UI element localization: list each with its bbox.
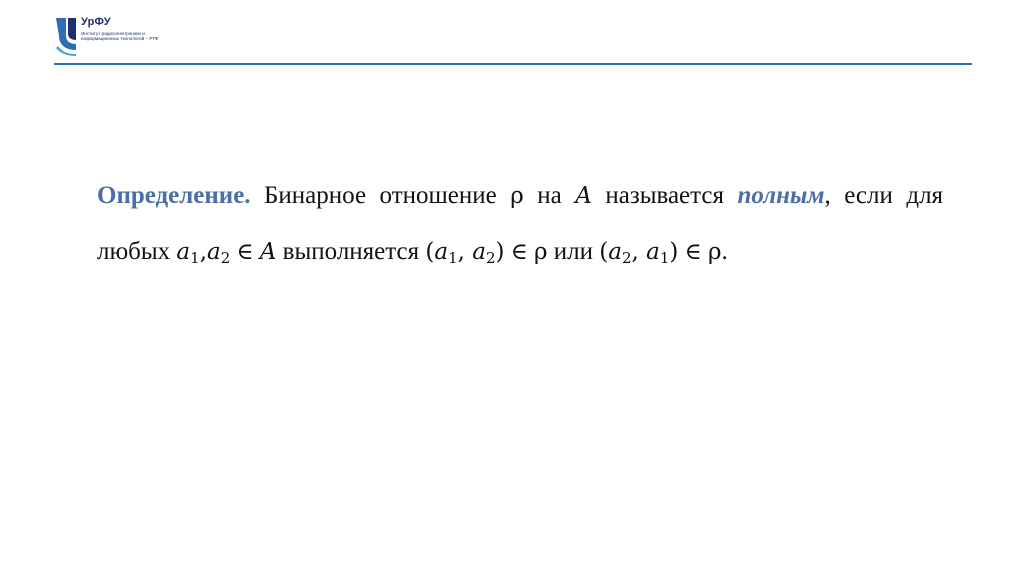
header-divider: [54, 63, 972, 65]
definition-term: Определение.: [97, 182, 251, 209]
element-of-symbol: ∈: [236, 239, 254, 265]
text-2: на: [537, 182, 562, 209]
rho-symbol-2: ρ: [534, 239, 548, 265]
set-a-2: A: [259, 239, 277, 265]
var-a1: $a_1$: [176, 239, 200, 267]
var-a2: $a_2$: [207, 239, 231, 267]
text-3: называется: [605, 182, 724, 209]
text-1: Бинарное отношение: [264, 182, 497, 209]
pair-2: ($a_2$, $a_1$): [599, 239, 679, 267]
element-of-symbol-3: ∈: [684, 239, 702, 265]
rho-symbol-3: ρ: [707, 239, 722, 265]
period: .: [721, 238, 728, 265]
logo-subtitle: Институт радиоэлектроники и информационных технологий – РТФ: [81, 31, 159, 42]
comma: ,: [824, 182, 831, 209]
text-4: если для любых: [97, 182, 944, 265]
set-a: A: [575, 183, 592, 209]
logo-title: УрФУ: [81, 16, 111, 28]
slide-header: [0, 0, 1024, 70]
urfu-logo-icon: [54, 16, 78, 56]
text-6: или: [553, 238, 594, 265]
pair-1: ($a_1$, $a_2$): [425, 239, 505, 267]
text-5: выполняется: [282, 238, 420, 265]
rho-symbol: ρ: [510, 183, 524, 209]
emphasized-term: полным: [737, 182, 825, 209]
urfu-logo: [54, 16, 159, 60]
definition-paragraph: Определение. Бинарное отношение ρ на A называется полным, если для любых $a_1,a_2$ ∈ A выполняется ($a_1$, $a_2$) ∈ ρ или ($a_2$, $a_1$) ∈ ρ.: [97, 182, 944, 267]
element-of-symbol-2: ∈: [510, 239, 528, 265]
